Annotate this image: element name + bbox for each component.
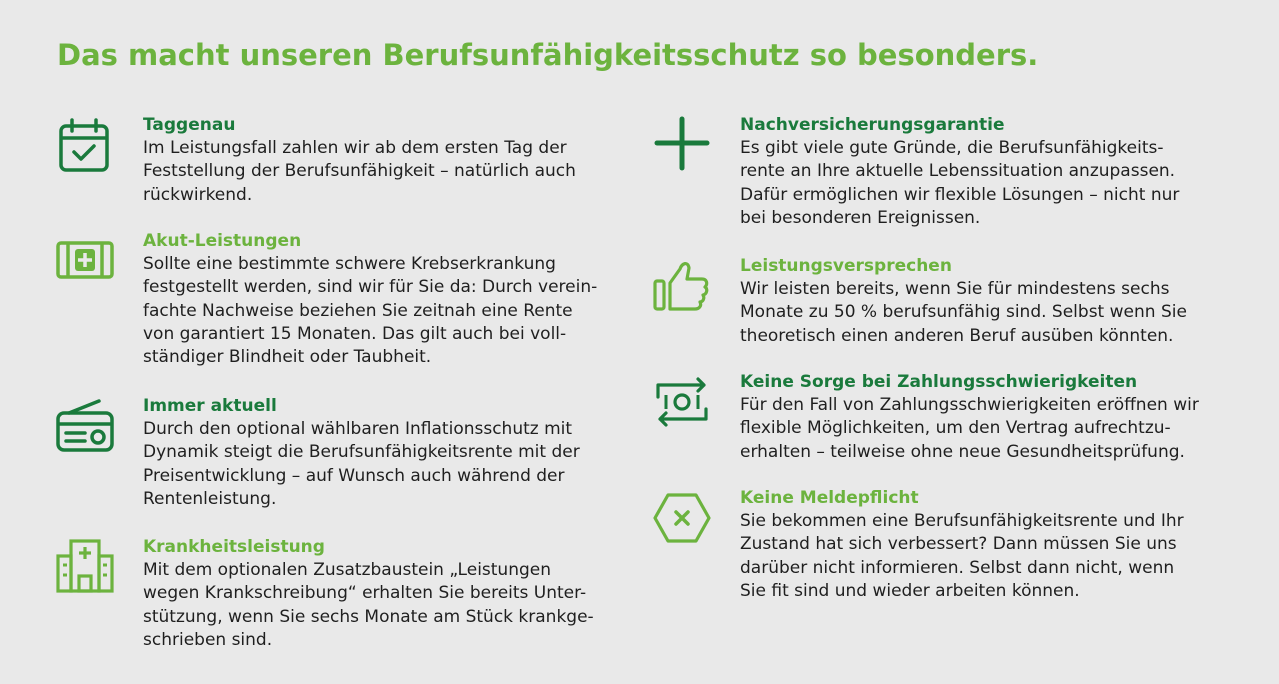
feature-text: Sie bekommen eine Berufsunfähigkeitsrente und Ihr Zustand hat sich verbessert? Dann müssen Sie uns darüber nicht informieren. Selbst dann nicht, wenn Sie fit sind und wieder arbeiten können.: [740, 511, 1184, 601]
feature-taggenau: [143, 114, 623, 207]
feature-heading: Akut-Leistungen: [143, 231, 302, 251]
feature-heading: Nachversicherungsgarantie: [740, 115, 1005, 135]
feature-krankheitsleistung: [143, 536, 623, 652]
calendar-check-icon: [55, 116, 115, 176]
feature-text: Für den Fall von Zahlungsschwierigkeiten eröffnen wir flexible Möglichkeiten, um den Vertrag aufrechtzu- erhalten – teilweise ohne neue Gesundheitsprüfung.: [740, 395, 1199, 462]
feature-text: Sollte eine bestimmte schwere Krebserkrankung festgestellt werden, sind wir für Sie da: Durch verein- fachte Nachweise beziehen Sie zeitnah eine Rente von garantiert 15 Monaten. Das gilt auch bei voll- ständiger Blindheit oder Taubheit.: [143, 254, 598, 368]
plus-icon: [652, 116, 712, 176]
feature-leistungsversprechen: [740, 255, 1220, 348]
feature-heading: Keine Sorge bei Zahlungsschwierigkeiten: [740, 372, 1138, 392]
radio-icon: [55, 397, 115, 457]
money-exchange-icon: [652, 373, 712, 433]
feature-zahlungsschwierigkeiten: [740, 371, 1220, 464]
feature-heading: Keine Meldepflicht: [740, 488, 919, 508]
feature-text: Mit dem optionalen Zusatzbaustein „Leistungen wegen Krankschreibung“ erhalten Sie bereits Unter- stützung, wenn Sie sechs Monate am Stück krankge- schrieben sind.: [143, 560, 594, 650]
feature-text: Es gibt viele gute Gründe, die Berufsunfähigkeits- rente an Ihre aktuelle Lebenssituation anzupassen. Dafür ermöglichen wir flexible Lösungen – nicht nur bei besonderen Ereignissen.: [740, 138, 1180, 228]
feature-keine-meldepflicht: [740, 487, 1220, 603]
hospital-icon: [55, 538, 115, 598]
first-aid-kit-icon: [55, 232, 115, 292]
feature-akut-leistungen: [143, 230, 623, 369]
page-title: Das macht unseren Berufsunfähigkeitsschutz so besonders.: [57, 38, 1039, 72]
feature-text: Durch den optional wählbaren Inflationsschutz mit Dynamik steigt die Berufsunfähigkeitsrente mit der Preisentwicklung – auf Wunsch auch während der Rentenleistung.: [143, 419, 580, 509]
feature-heading: Taggenau: [143, 115, 236, 135]
feature-heading: Krankheitsleistung: [143, 537, 325, 557]
feature-text: Im Leistungsfall zahlen wir ab dem ersten Tag der Feststellung der Berufsunfähigkeit – natürlich auch rückwirkend.: [143, 138, 576, 205]
feature-heading: Immer aktuell: [143, 396, 277, 416]
hexagon-x-icon: [652, 489, 712, 549]
feature-immer-aktuell: [143, 395, 623, 511]
feature-heading: Leistungsversprechen: [740, 256, 952, 276]
feature-text: Wir leisten bereits, wenn Sie für mindestens sechs Monate zu 50 % berufsunfähig sind. Selbst wenn Sie theoretisch einen anderen Beruf ausüben könnten.: [740, 279, 1187, 346]
thumbs-up-icon: [652, 257, 712, 317]
feature-nachversicherungsgarantie: [740, 114, 1220, 230]
